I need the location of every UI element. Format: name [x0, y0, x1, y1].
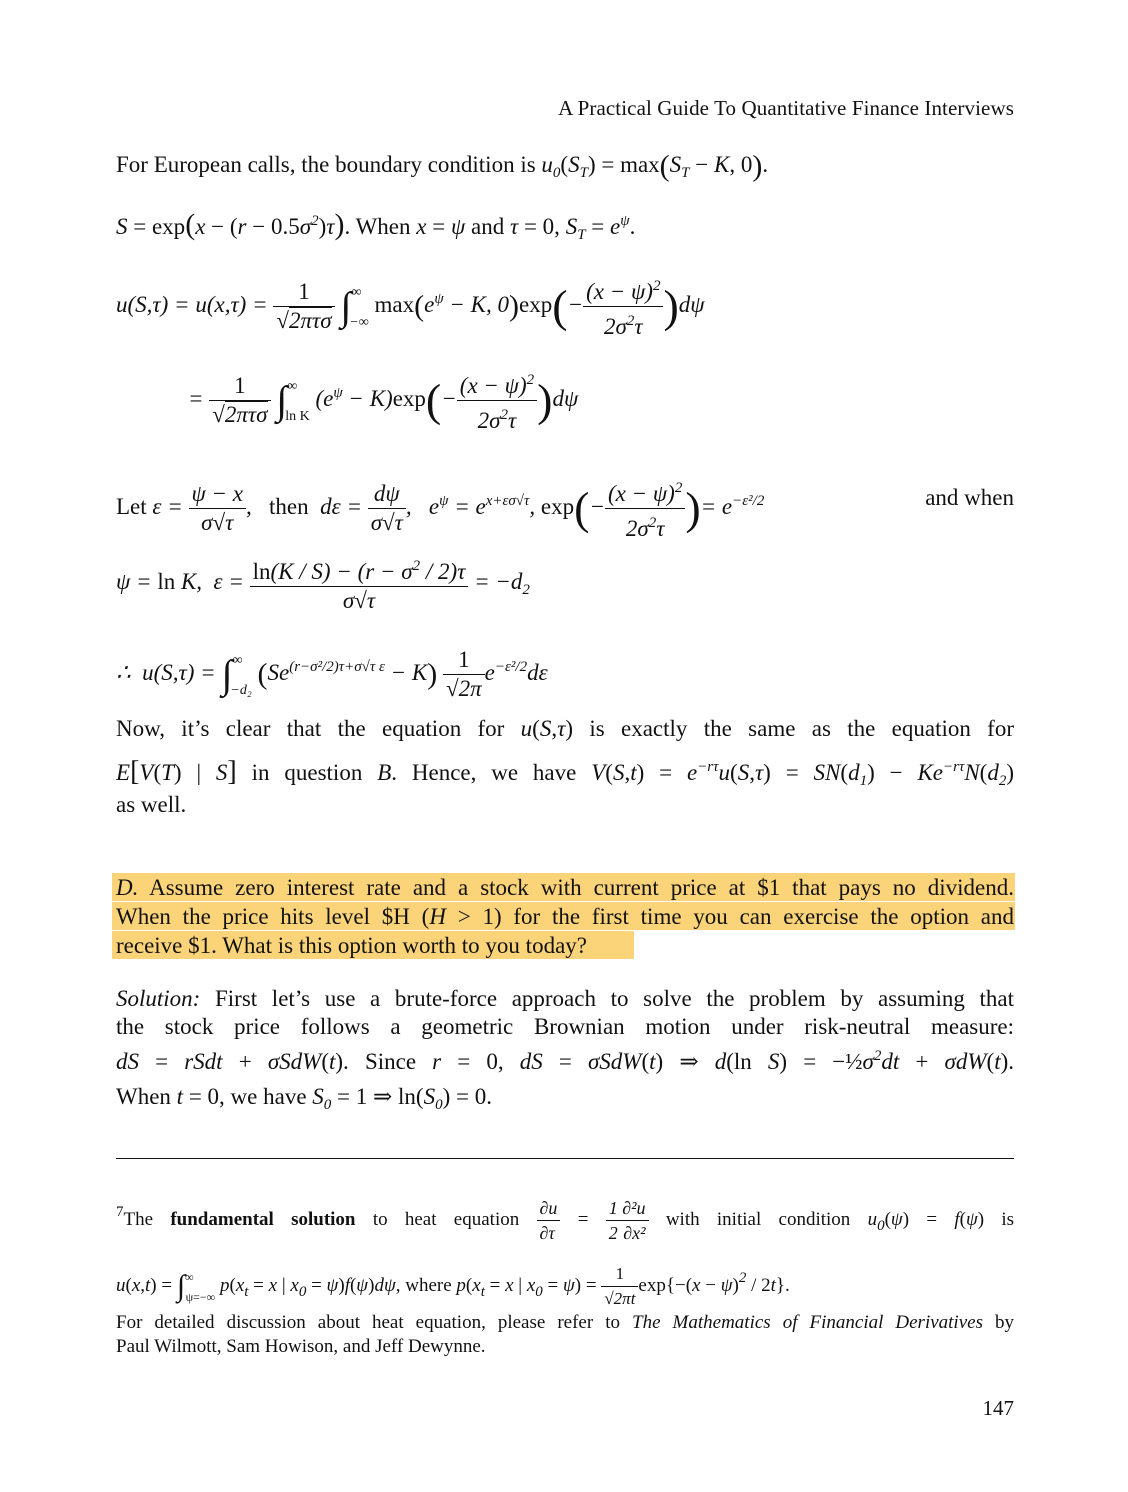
footnote-reference-line-1: For detailed discussion about heat equation, please refer to The Mathematics of Financial Derivatives by	[116, 1312, 1015, 1333]
equation-d2: ψ = ln K, ε = $\frac{\ln(K / S) - (r - \sigma^2 / 2)\tau}{\sigma√\tau}$ = $-d_2$	[116, 558, 530, 613]
running-header: A Practical Guide To Quantitative Finance Interviews	[558, 96, 1014, 120]
paragraph-line-3: as well.	[116, 792, 187, 817]
substitution-line: $S = \exp(x - (r - 0.5\sigma^2)\tau)$. When x = ψ and τ = 0, $S_T = e^\psi$.	[116, 208, 636, 243]
and-when-text: and when	[925, 485, 1014, 510]
paragraph-line-2: E[V(T) | S] in question B. Hence, we have $V(S,t) = e^{-r\tau}u(S,\tau) = SN(d_1) - Ke^{-r\tau}N(d_2)$	[116, 756, 1015, 789]
footnote-line-2: $u(x,t) = \int^\infty_{\psi=-\infty}$ $p(x_t = x$ | $x_0 = \psi)f(\psi)d\psi$, where $p(x_t = x$ | $x_0 = \psi$) = $\frac{1}{√2\pi t}$ $\exp\{-(x - \psi)^2 / 2t\}$.	[116, 1262, 1014, 1311]
equation-u-final: ∴ $u(S,\tau) = \int^\infty_{-d_2}$ $(Se^{(r-\sigma^2/2)\tau+\sigma√\tau \varepsilon} - K)$ $\frac{1}{√2\pi}$ $e^{-\varepsilon^2/2}d\varepsilon$	[116, 647, 548, 701]
question-line-2: When the price hits level $H (H > 1) for the first time you can exercise the option and	[116, 904, 1014, 929]
solution-line-4: When t = 0, we have $S_0 = 1$ ⇒ $\ln(S_0) = 0$.	[116, 1084, 492, 1113]
change-of-variables-line: Let ε = $\frac{\psi - x}{\sigma√\tau}$ , then dε = $\frac{d\psi}{\sigma√\tau}$ , $e^\psi = e^{x+\varepsilon\sigma√\tau}$, exp(− $\frac{(x - \psi)^2}{2\sigma^2\tau}$ )= $e^{-\varepsilon^2/2}$	[116, 480, 765, 541]
equation-u-integral-1: u(S,τ) = u(x,τ) = $\frac{1}{\text{√2πτσ}}$ $\int^\infty_{-\infty}$ $\max(e^\psi - K$, 0)exp(− $\frac{(x - \psi)^2}{2\sigma^2\tau}$ )dψ	[116, 278, 705, 339]
boundary-condition-line: For European calls, the boundary condition is $u_0(S_T) = \max(S_T - K$, 0).	[116, 149, 769, 183]
question-line-1: D. Assume zero interest rate and a stock with current price at $1 that pays no dividend.	[116, 875, 1014, 900]
footnote-line-1: $^7$The fundamental solution to heat equation $\frac{\partial u}{\partial\tau}$ = $\frac{\text{1 ∂²u}}{\text{2 ∂x²}}$ with initial condition $u_0(\psi) = f(\psi)$ is	[116, 1198, 1015, 1243]
solution-line-3: dS = rSdt + σSdW(t). Since r = 0, dS = σSdW(t) ⇒ d(ln $S) = -\frac{1}{2}\sigma^2dt + \sigma dW(t)$.	[116, 1048, 1014, 1074]
footnote-reference-line-2: Paul Wilmott, Sam Howison, and Jeff Dewynne.	[116, 1336, 486, 1357]
paragraph-line-1: Now, it’s clear that the equation for u(S,τ) is exactly the same as the equation for	[116, 716, 1014, 741]
page-number: 147	[982, 1396, 1014, 1420]
solution-line-2: the stock price follows a geometric Brownian motion under risk-neutral measure:	[116, 1014, 1014, 1039]
solution-line-1: Solution: First let’s use a brute-force approach to solve the problem by assuming that	[116, 986, 1014, 1011]
footnote-rule	[116, 1158, 1014, 1159]
equation-u-integral-2: = $\frac{1}{\text{√2πτσ}}$ $\int^\infty_{ln K}$ $(e^\psi - K)\exp(-$ $\frac{(x - \psi)^2}{2\sigma^2\tau}$ )dψ	[188, 372, 579, 433]
question-line-3: receive $1. What is this option worth to you today?	[116, 933, 587, 958]
